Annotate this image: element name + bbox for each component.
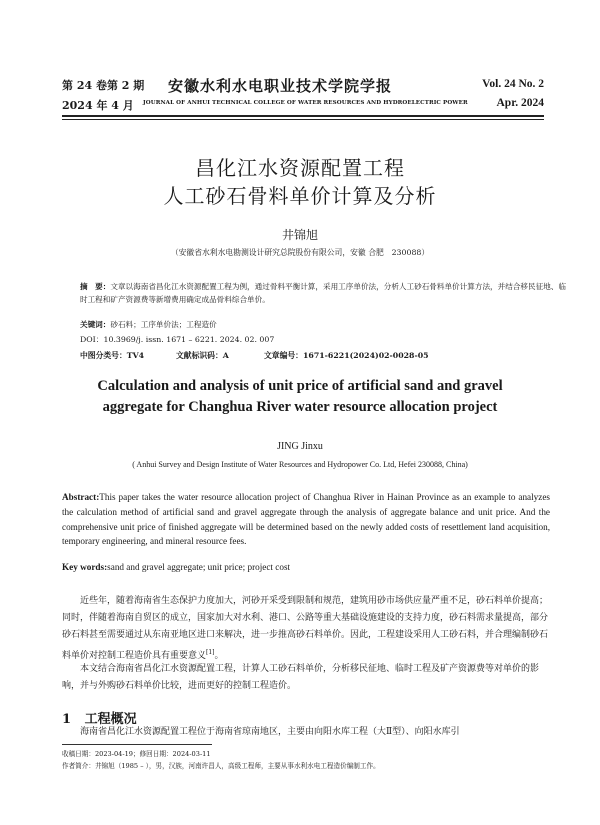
body-paragraph-2: 本文结合海南省昌化江水资源配置工程，计算人工砂石料单价，分析移民征地、临时工程及矿产资源费等对单价的影响，并与外购砂石料单价比较，进而更好的控制工程造价。 [62,664,540,691]
abstract-en [62,490,550,549]
document-code: 文献标识码：A [176,351,229,360]
doi: DOI：10.3969/j. issn. 1671 – 6221. 2024. 02. 007 [80,335,275,344]
abstract-en-label: Abstract: [62,492,100,502]
date-en: Apr. 2024 [496,97,544,109]
abstract-zh-text: 文章以海南省昌化江水资源配置工程为例，通过骨料平衡计算，采用工序单价法，分析人工砂石骨料单价计算方法，并结合移民征地、临时工程和矿产资源费等新增费用确定成品骨料综合单价。 [80,282,566,304]
section-title: 工程概况 [84,712,137,727]
header-rule-thin [62,119,544,120]
keywords-en [62,560,550,575]
date-zh: 2024 年 4 月 [62,99,134,112]
keywords-zh-label: 关键词： [80,320,111,329]
keywords-zh-text: 砂石料；工序单价法；工程造价 [110,320,217,329]
body-paragraph-3: 海南省昌化江水资源配置工程位于海南省琼南地区，主要由向阳水库工程（大Ⅱ型）、向阳水库引 [80,727,460,737]
keywords-zh [80,318,568,331]
footnote-bio: 作者简介：井锦旭（1985 – ），男，汉族，河南许昌人，高级工程师，主要从事水利水电工程造价编制工作。 [62,762,380,770]
article-number: 文章编号：1671-6221(2024)02-0028-05 [264,351,429,360]
author-zh: 井锦旭 [281,228,318,242]
keywords-en-text: sand and gravel aggregate; unit price; project cost [107,562,291,572]
title-en-line1: Calculation and analysis of unit price of artificial sand and gravel [97,378,503,394]
volume-issue-zh: 第 24 卷第 2 期 [62,79,145,92]
abstract-zh-label: 摘 要： [80,282,111,291]
body-paragraph-1 [62,593,550,665]
abstract-zh [80,280,568,306]
affiliation-en: ( Anhui Survey and Design Institute of Water Resources and Hydropower Co. Ltd, Hefei 230088, China) [132,460,468,469]
keywords-en-label: Key words: [62,562,108,572]
citation-1[interactable]: [1] [206,649,215,656]
title-zh-line1: 昌化江水资源配置工程 [195,156,405,180]
abstract-en-text: This paper takes the water resource allocation project of Changhua River in Hainan Province as an example to analyzes the calculation method of artificial sand and gravel aggregate through the analysis of aggregate balance and unit price. And the comprehensive unit price of finished aggregate will be determined based on the newly added costs of resettlement land acquisition, temporary engineering, and mineral resource fees. [62,492,550,547]
affiliation-zh: （安徽省水利水电勘测设计研究总院股份有限公司，安徽 合肥 230088） [170,248,430,257]
volume-issue-en: Vol. 24 No. 2 [482,78,544,90]
title-en-line2: aggregate for Changhua River water resource allocation project [102,399,498,415]
body-paragraph-1-text: 近些年，随着海南省生态保护力度加大，河砂开采受到限制和规范，建筑用砂市场供应量严重不足，砂石料单价提高；同时，伴随着海南自贸区的成立，国家加大对水利、港口、公路等重大基础设施建设的支持力度，砂石料需求量提高，部分砂石料甚至需要通过从东南亚地区进口来解决，进一步推高砂石料单价。因此，工程建设采用人工砂石料，并合理编制砂石料单价对控制工程造价具有重要意义 [62,596,549,661]
body-paragraph-1-end: 。 [214,651,224,661]
title-zh-line2: 人工砂石骨料单价计算及分析 [163,184,437,208]
section-number: 1 [62,712,72,727]
journal-title-zh: 安徽水利水电职业技术学院学报 [168,77,393,95]
journal-title-en: JOURNAL OF ANHUI TECHNICAL COLLEGE OF WATER RESOURCES AND HYDROELECTRIC POWER [143,100,468,106]
clc-number: 中图分类号：TV4 [80,351,145,360]
footnote-rule [62,744,212,745]
header-rule [62,115,544,117]
footnote-received: 收稿日期：2023-04-19；修回日期：2024-03-11 [62,750,211,758]
author-en: JING Jinxu [277,441,323,452]
